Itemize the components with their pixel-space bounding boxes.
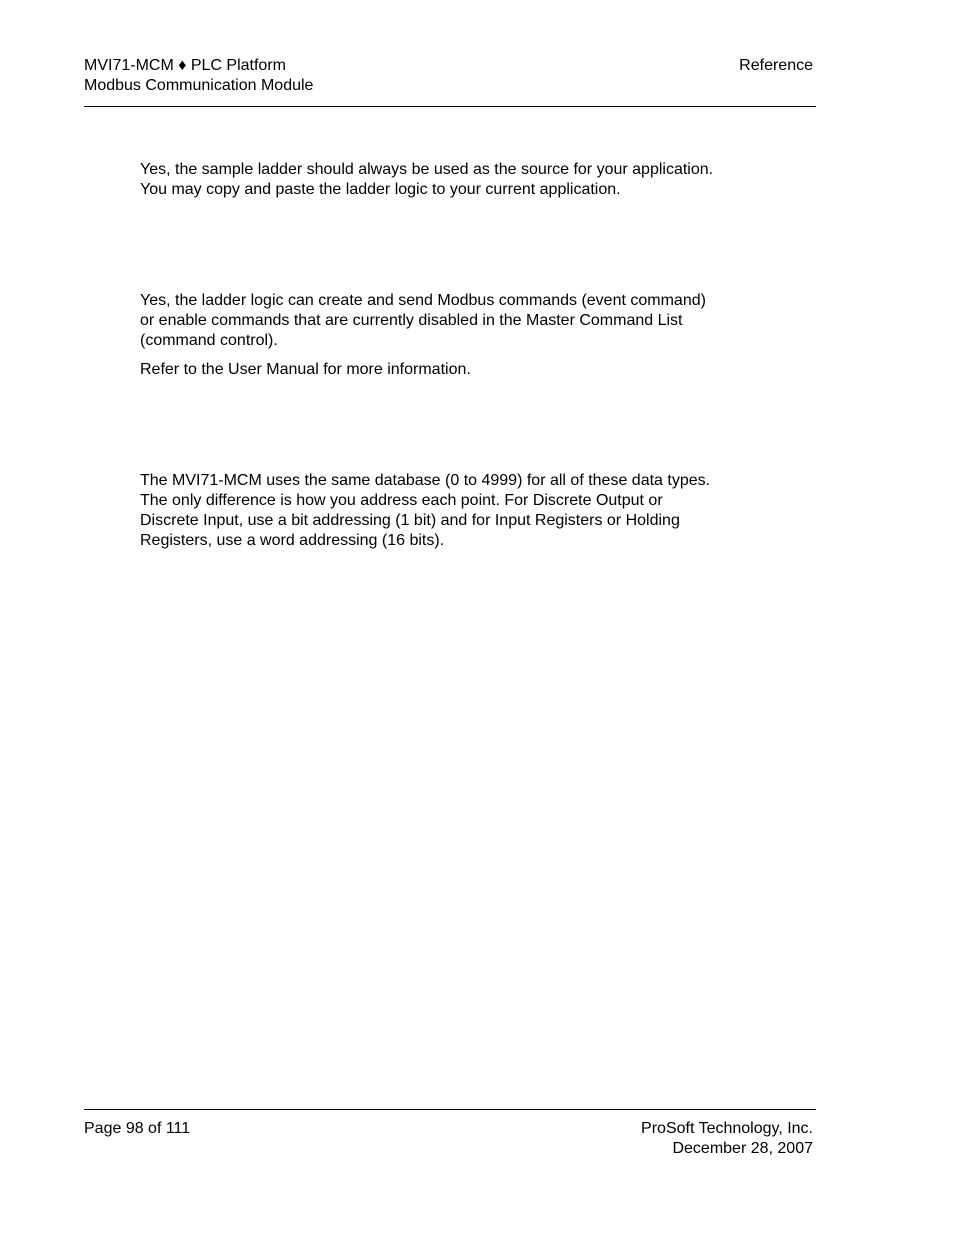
footer-date: December 28, 2007 xyxy=(672,1140,813,1157)
page-header xyxy=(84,56,816,107)
paragraph-line: Yes, the sample ladder should always be used as the source for your application. xyxy=(140,161,714,178)
footer-company-info xyxy=(641,1119,813,1159)
paragraph-line: You may copy and paste the ladder logic to your current application. xyxy=(140,181,621,198)
header-module-line: Modbus Communication Module xyxy=(84,76,314,94)
header-section-label: Reference xyxy=(739,57,813,74)
answer-paragraph-sample-ladder xyxy=(140,160,780,200)
answer-paragraph-ladder-commands xyxy=(140,291,780,351)
page-number-label: Page 98 of 111 xyxy=(84,1120,191,1137)
footer-company-name: ProSoft Technology, Inc. xyxy=(641,1120,813,1137)
paragraph-line: The only difference is how you address each point. For Discrete Output or xyxy=(140,492,663,509)
answer-paragraph-user-manual-reference xyxy=(140,360,780,380)
header-document-title xyxy=(84,56,313,95)
paragraph-line: Discrete Input, use a bit addressing (1 bit) and for Input Registers or Holding xyxy=(140,512,680,529)
paragraph-line: Yes, the ladder logic can create and send Modbus commands (event command) xyxy=(140,292,706,309)
paragraph-line: Refer to the User Manual for more information. xyxy=(140,361,471,378)
paragraph-line: or enable commands that are currently disabled in the Master Command List xyxy=(140,312,683,329)
header-section-name xyxy=(739,56,813,76)
page-footer xyxy=(84,1109,816,1157)
footer-page-number xyxy=(84,1119,190,1139)
paragraph-line: Registers, use a word addressing (16 bits). xyxy=(140,532,445,549)
paragraph-line: The MVI71-MCM uses the same database (0 to 4999) for all of these data types. xyxy=(140,472,711,489)
answer-paragraph-database-addressing xyxy=(140,471,780,551)
header-product-line: MVI71-MCM ♦ PLC Platform xyxy=(84,57,286,74)
paragraph-line: (command control). xyxy=(140,332,278,349)
